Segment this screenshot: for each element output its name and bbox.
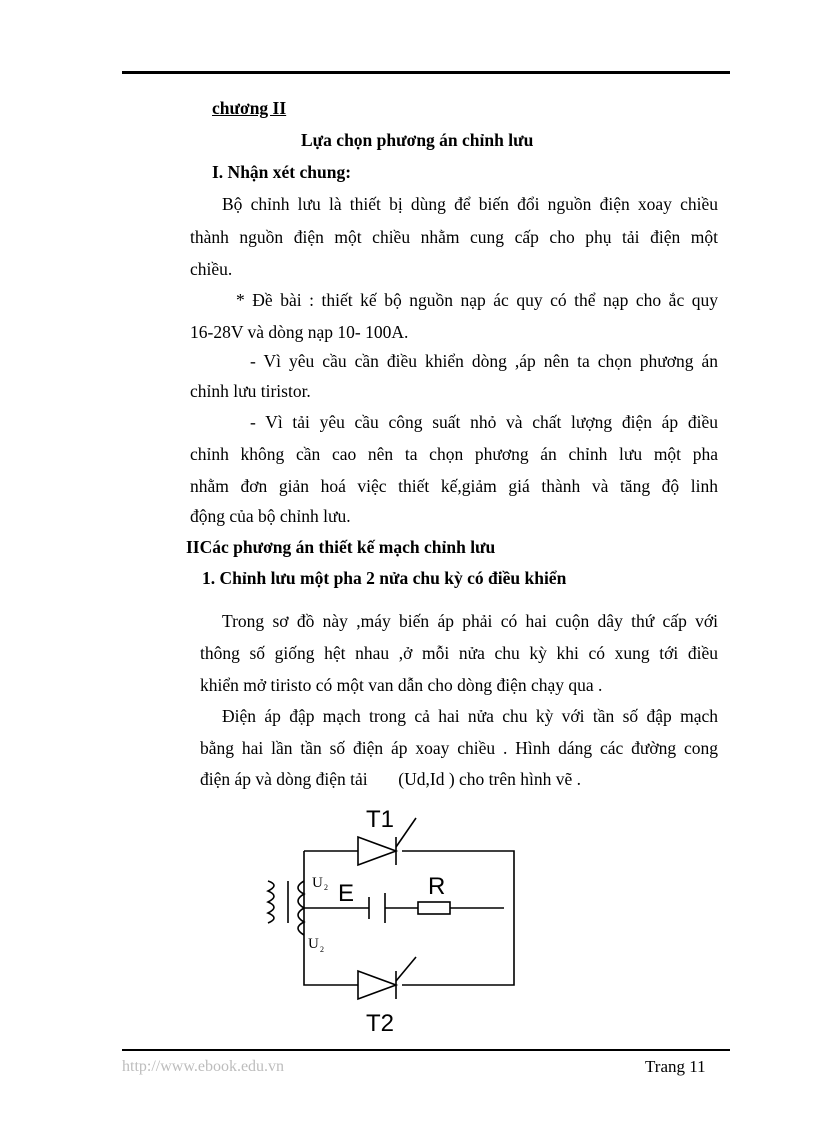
- paragraph-line: Điện áp đập mạch trong cả hai nửa chu kỳ với tần số đập mạch: [222, 706, 718, 726]
- footer-rule: [122, 1049, 730, 1051]
- paragraph-line: chỉnh lưu tiristor.: [190, 381, 311, 401]
- subsection-heading: 1. Chỉnh lưu một pha 2 nửa chu kỳ có điều khiển: [202, 568, 567, 588]
- paragraph-line: nhằm đơn giản hoá việc thiết kế,giảm giá thành và tăng độ linh: [190, 476, 718, 496]
- thyristor-t2-symbol: [358, 971, 396, 999]
- paragraph-line: - Vì yêu cầu cần điều khiển dòng ,áp nên ta chọn phương án: [250, 351, 718, 371]
- paragraph-line: chỉnh không cần cao nên ta chọn phương án chỉnh lưu một pha: [190, 444, 718, 464]
- paragraph-line: động của bộ chỉnh lưu.: [190, 506, 351, 526]
- chapter-label: chương II: [212, 98, 287, 118]
- label-u2-bottom: U: [308, 936, 319, 952]
- paragraph-line: thông số giống hệt nhau ,ở mỗi nửa chu kỳ khi có xung tới điều: [200, 643, 718, 663]
- resistor-symbol: [418, 902, 450, 914]
- page-number: Trang 11: [645, 1057, 706, 1076]
- label-e: E: [338, 880, 355, 907]
- paragraph-line: điện áp và dòng điện tải (Ud,Id ) cho trên hình vẽ .: [200, 769, 582, 789]
- label-r: R: [428, 873, 446, 900]
- rectifier-circuit-diagram: [250, 795, 550, 1045]
- paragraph-line: chiều.: [190, 259, 233, 279]
- paragraph-line: - Vì tải yêu cầu công suất nhỏ và chất lượng điện áp điều: [250, 412, 718, 432]
- paragraph-line: khiển mở tiristo có một van dẫn cho dòng điện chạy qua .: [200, 675, 603, 695]
- primary-coil: [268, 881, 274, 923]
- thyristor-t2-gate: [396, 957, 416, 981]
- header-rule: [122, 71, 730, 74]
- thyristor-t1-symbol: [358, 837, 396, 865]
- label-u2-top-sub: 2: [324, 883, 328, 892]
- label-u2-bottom-sub: 2: [320, 945, 324, 954]
- paragraph-line: thành nguồn điện một chiều nhằm cung cấp cho phụ tải điện một: [190, 227, 718, 247]
- wire-left-loop: [304, 851, 358, 985]
- paragraph-line: 16-28V và dòng nạp 10- 100A.: [190, 322, 409, 342]
- section-heading-1: I. Nhận xét chung:: [212, 162, 352, 182]
- paragraph-line: bằng hai lần tần số điện áp xoay chiều . Hình dáng các đường cong: [200, 738, 718, 758]
- label-t1: T1: [366, 806, 395, 833]
- footer-url[interactable]: http://www.ebook.edu.vn: [122, 1058, 285, 1075]
- page-title: Lựa chọn phương án chỉnh lưu: [301, 130, 534, 150]
- label-t2: T2: [366, 1010, 395, 1037]
- paragraph-line: * Đề bài : thiết kế bộ nguồn nạp ác quy có thể nạp cho ắc quy: [236, 290, 718, 310]
- section-heading-2: IICác phương án thiết kế mạch chỉnh lưu: [186, 537, 496, 557]
- paragraph-line: Trong sơ đồ này ,máy biến áp phải có hai cuộn dây thứ cấp với: [222, 611, 718, 631]
- thyristor-t1-gate: [396, 818, 416, 847]
- label-u2-top: U: [312, 875, 323, 891]
- secondary-coil: [298, 881, 304, 935]
- paragraph-line: Bộ chỉnh lưu là thiết bị dùng để biến đổi nguồn điện xoay chiều: [222, 194, 718, 214]
- wire-right-loop: [402, 851, 514, 985]
